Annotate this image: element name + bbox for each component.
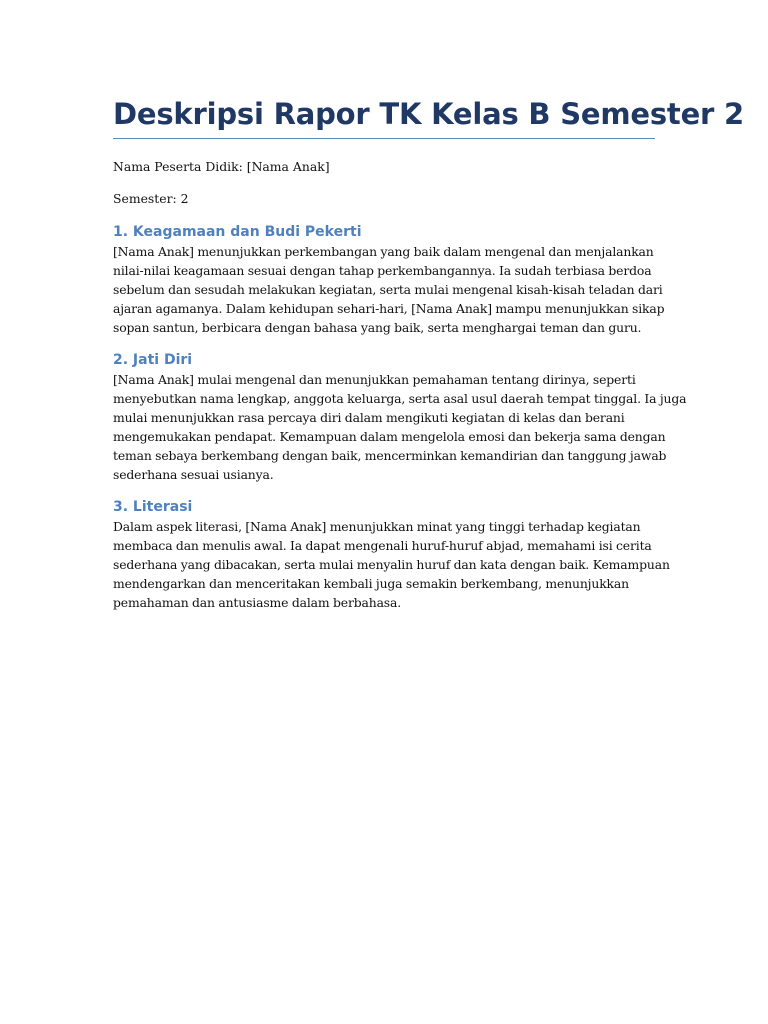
body-line: mendengarkan dan menceritakan kembali juga semakin berkembang, menunjukkan — [113, 576, 629, 591]
body-line: sebelum dan sesudah melakukan kegiatan, serta mulai mengenal kisah-kisah teladan dari — [113, 282, 663, 297]
body-line: ajaran agamanya. Dalam kehidupan sehari-hari, [Nama Anak] mampu menunjukkan sikap — [113, 301, 665, 316]
student-name-line: Nama Peserta Didik: [Nama Anak] — [113, 159, 330, 174]
body-line: sopan santun, berbicara dengan bahasa yang baik, serta menghargai teman dan guru. — [113, 320, 642, 335]
body-line: mulai menunjukkan rasa percaya diri dalam mengikuti kegiatan di kelas dan berani — [113, 410, 625, 425]
body-line: membaca dan menulis awal. Ia dapat mengenali huruf-huruf abjad, memahami isi cerita — [113, 538, 652, 553]
body-line: teman sebaya berkembang dengan baik, mencerminkan kemandirian dan tanggung jawab — [113, 448, 667, 463]
body-line: nilai-nilai keagamaan sesuai dengan tahap perkembangannya. Ia sudah terbiasa berdoa — [113, 263, 652, 278]
section-heading: 1. Keagamaan dan Budi Pekerti — [113, 224, 362, 240]
document-title: Deskripsi Rapor TK Kelas B Semester 2 — [113, 92, 655, 139]
body-line: Dalam aspek literasi, [Nama Anak] menunjukkan minat yang tinggi terhadap kegiatan — [113, 519, 641, 534]
semester-line: Semester: 2 — [113, 191, 189, 206]
body-line: [Nama Anak] mulai mengenal dan menunjukkan pemahaman tentang dirinya, seperti — [113, 372, 636, 387]
body-line: sederhana sesuai usianya. — [113, 467, 274, 482]
body-line: pemahaman dan antusiasme dalam berbahasa. — [113, 595, 402, 610]
body-line: mengemukakan pendapat. Kemampuan dalam mengelola emosi dan bekerja sama dengan — [113, 429, 666, 444]
document-content — [113, 92, 745, 612]
section-heading: 2. Jati Diri — [113, 352, 193, 368]
section-body — [113, 517, 670, 612]
section-keagamaan — [113, 222, 665, 337]
body-line: menyebutkan nama lengkap, anggota keluarga, serta asal usul daerah tempat tinggal. Ia juga — [113, 391, 687, 406]
section-jati-diri — [113, 350, 687, 484]
body-line: [Nama Anak] menunjukkan perkembangan yang baik dalam mengenal dan menjalankan — [113, 244, 654, 259]
section-heading: 3. Literasi — [113, 499, 193, 515]
section-body — [113, 242, 665, 337]
body-line: sederhana yang dibacakan, serta mulai menyalin huruf dan kata dengan baik. Kemampuan — [113, 557, 670, 572]
section-literasi — [113, 497, 670, 612]
section-body — [113, 370, 687, 484]
